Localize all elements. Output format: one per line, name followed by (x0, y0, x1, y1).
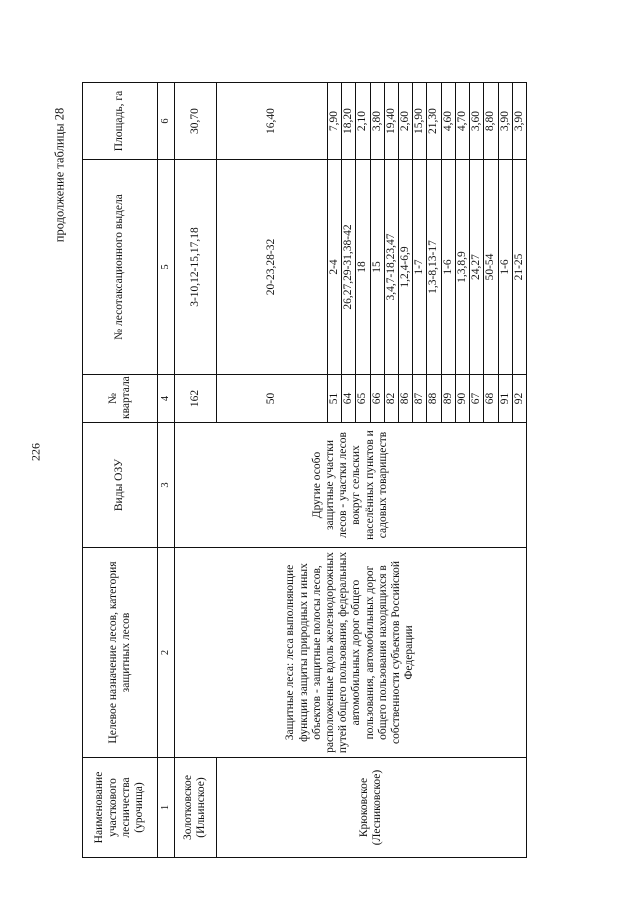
quarter-cell: 90 (455, 375, 469, 423)
header-area: Площадь, га (83, 83, 158, 160)
area-cell: 19,40 (384, 83, 398, 160)
plot-cell: 18 (356, 160, 370, 375)
column-number: 3 (157, 423, 174, 548)
column-number: 4 (157, 375, 174, 423)
purpose-cell: Защитные леса: леса выполняющие функции защиты природных и иных объектов - защитные полосы лесов, расположенные вдоль железнодорожных путей общего пользования, федеральных автомобильных дорог общего пользования, автомобильных дорог общего пользования находящихся в собственности субъектов Российской Федерации (174, 548, 526, 758)
area-cell: 30,70 (174, 83, 216, 160)
plot-cell: 1-6 (498, 160, 512, 375)
plot-cell: 15 (370, 160, 384, 375)
rotated-table-container (82, 83, 527, 858)
area-cell: 16,40 (216, 83, 327, 160)
plot-cell: 20-23,28-32 (216, 160, 327, 375)
area-cell: 21,30 (427, 83, 441, 160)
area-cell: 3,80 (370, 83, 384, 160)
plot-cell: 1,3,8,9 (455, 160, 469, 375)
ozu-type-cell: Другие особо защитные участки лесов - участки лесов вокруг сельских населённых пунктов и садовых товариществ (174, 423, 526, 548)
quarter-cell: 64 (342, 375, 356, 423)
column-number: 6 (157, 83, 174, 160)
column-number: 2 (157, 548, 174, 758)
area-cell: 3,90 (512, 83, 526, 160)
plot-cell: 1,2,4-6,9 (399, 160, 413, 375)
header-plot: № лесотаксационного выдела (83, 160, 158, 375)
quarter-cell: 87 (413, 375, 427, 423)
quarter-cell: 86 (399, 375, 413, 423)
quarter-cell: 92 (512, 375, 526, 423)
area-cell: 2,10 (356, 83, 370, 160)
quarter-cell: 50 (216, 375, 327, 423)
quarter-cell: 67 (470, 375, 484, 423)
header-ozu-type: Виды ОЗУ (83, 423, 158, 548)
plot-cell: 21-25 (512, 160, 526, 375)
table-continuation-label: продолжение таблицы 28 (52, 107, 67, 243)
plot-cell: 24,27 (470, 160, 484, 375)
area-cell: 7,90 (327, 83, 341, 160)
plot-cell: 3,4,7-18,23,47 (384, 160, 398, 375)
quarter-cell: 91 (498, 375, 512, 423)
area-cell: 3,90 (498, 83, 512, 160)
page-number: 226 (28, 443, 43, 461)
quarter-cell: 89 (441, 375, 455, 423)
plot-cell: 1-6 (441, 160, 455, 375)
header-row (83, 83, 158, 858)
forestry-name: Золотковское (Ильинское) (174, 758, 216, 858)
plot-cell: 1-7 (413, 160, 427, 375)
quarter-cell: 66 (370, 375, 384, 423)
forest-protection-table (82, 82, 527, 858)
header-forestry: Наименование участкового лесничества (урочища) (83, 758, 158, 858)
plot-cell: 1,3-8,13-17 (427, 160, 441, 375)
quarter-cell: 68 (484, 375, 498, 423)
area-cell: 8,80 (484, 83, 498, 160)
plot-cell: 50-54 (484, 160, 498, 375)
header-quarter: № квартала (83, 375, 158, 423)
plot-cell: 3-10,12-15,17,18 (174, 160, 216, 375)
area-cell: 2,60 (399, 83, 413, 160)
area-cell: 3,60 (470, 83, 484, 160)
quarter-cell: 88 (427, 375, 441, 423)
quarter-cell: 82 (384, 375, 398, 423)
plot-cell: 2-4 (327, 160, 341, 375)
area-cell: 15,90 (413, 83, 427, 160)
table-row (174, 83, 216, 858)
forestry-name: Крюковское (Лесниковское) (216, 758, 526, 858)
quarter-cell: 65 (356, 375, 370, 423)
quarter-cell: 162 (174, 375, 216, 423)
area-cell: 4,70 (455, 83, 469, 160)
area-cell: 18,20 (342, 83, 356, 160)
column-numbers-row (157, 83, 174, 858)
area-cell: 4,60 (441, 83, 455, 160)
header-purpose: Целевое назначение лесов, категория защитных лесов (83, 548, 158, 758)
quarter-cell: 51 (327, 375, 341, 423)
column-number: 1 (157, 758, 174, 858)
plot-cell: 26,27,29-31,38-42 (342, 160, 356, 375)
column-number: 5 (157, 160, 174, 375)
